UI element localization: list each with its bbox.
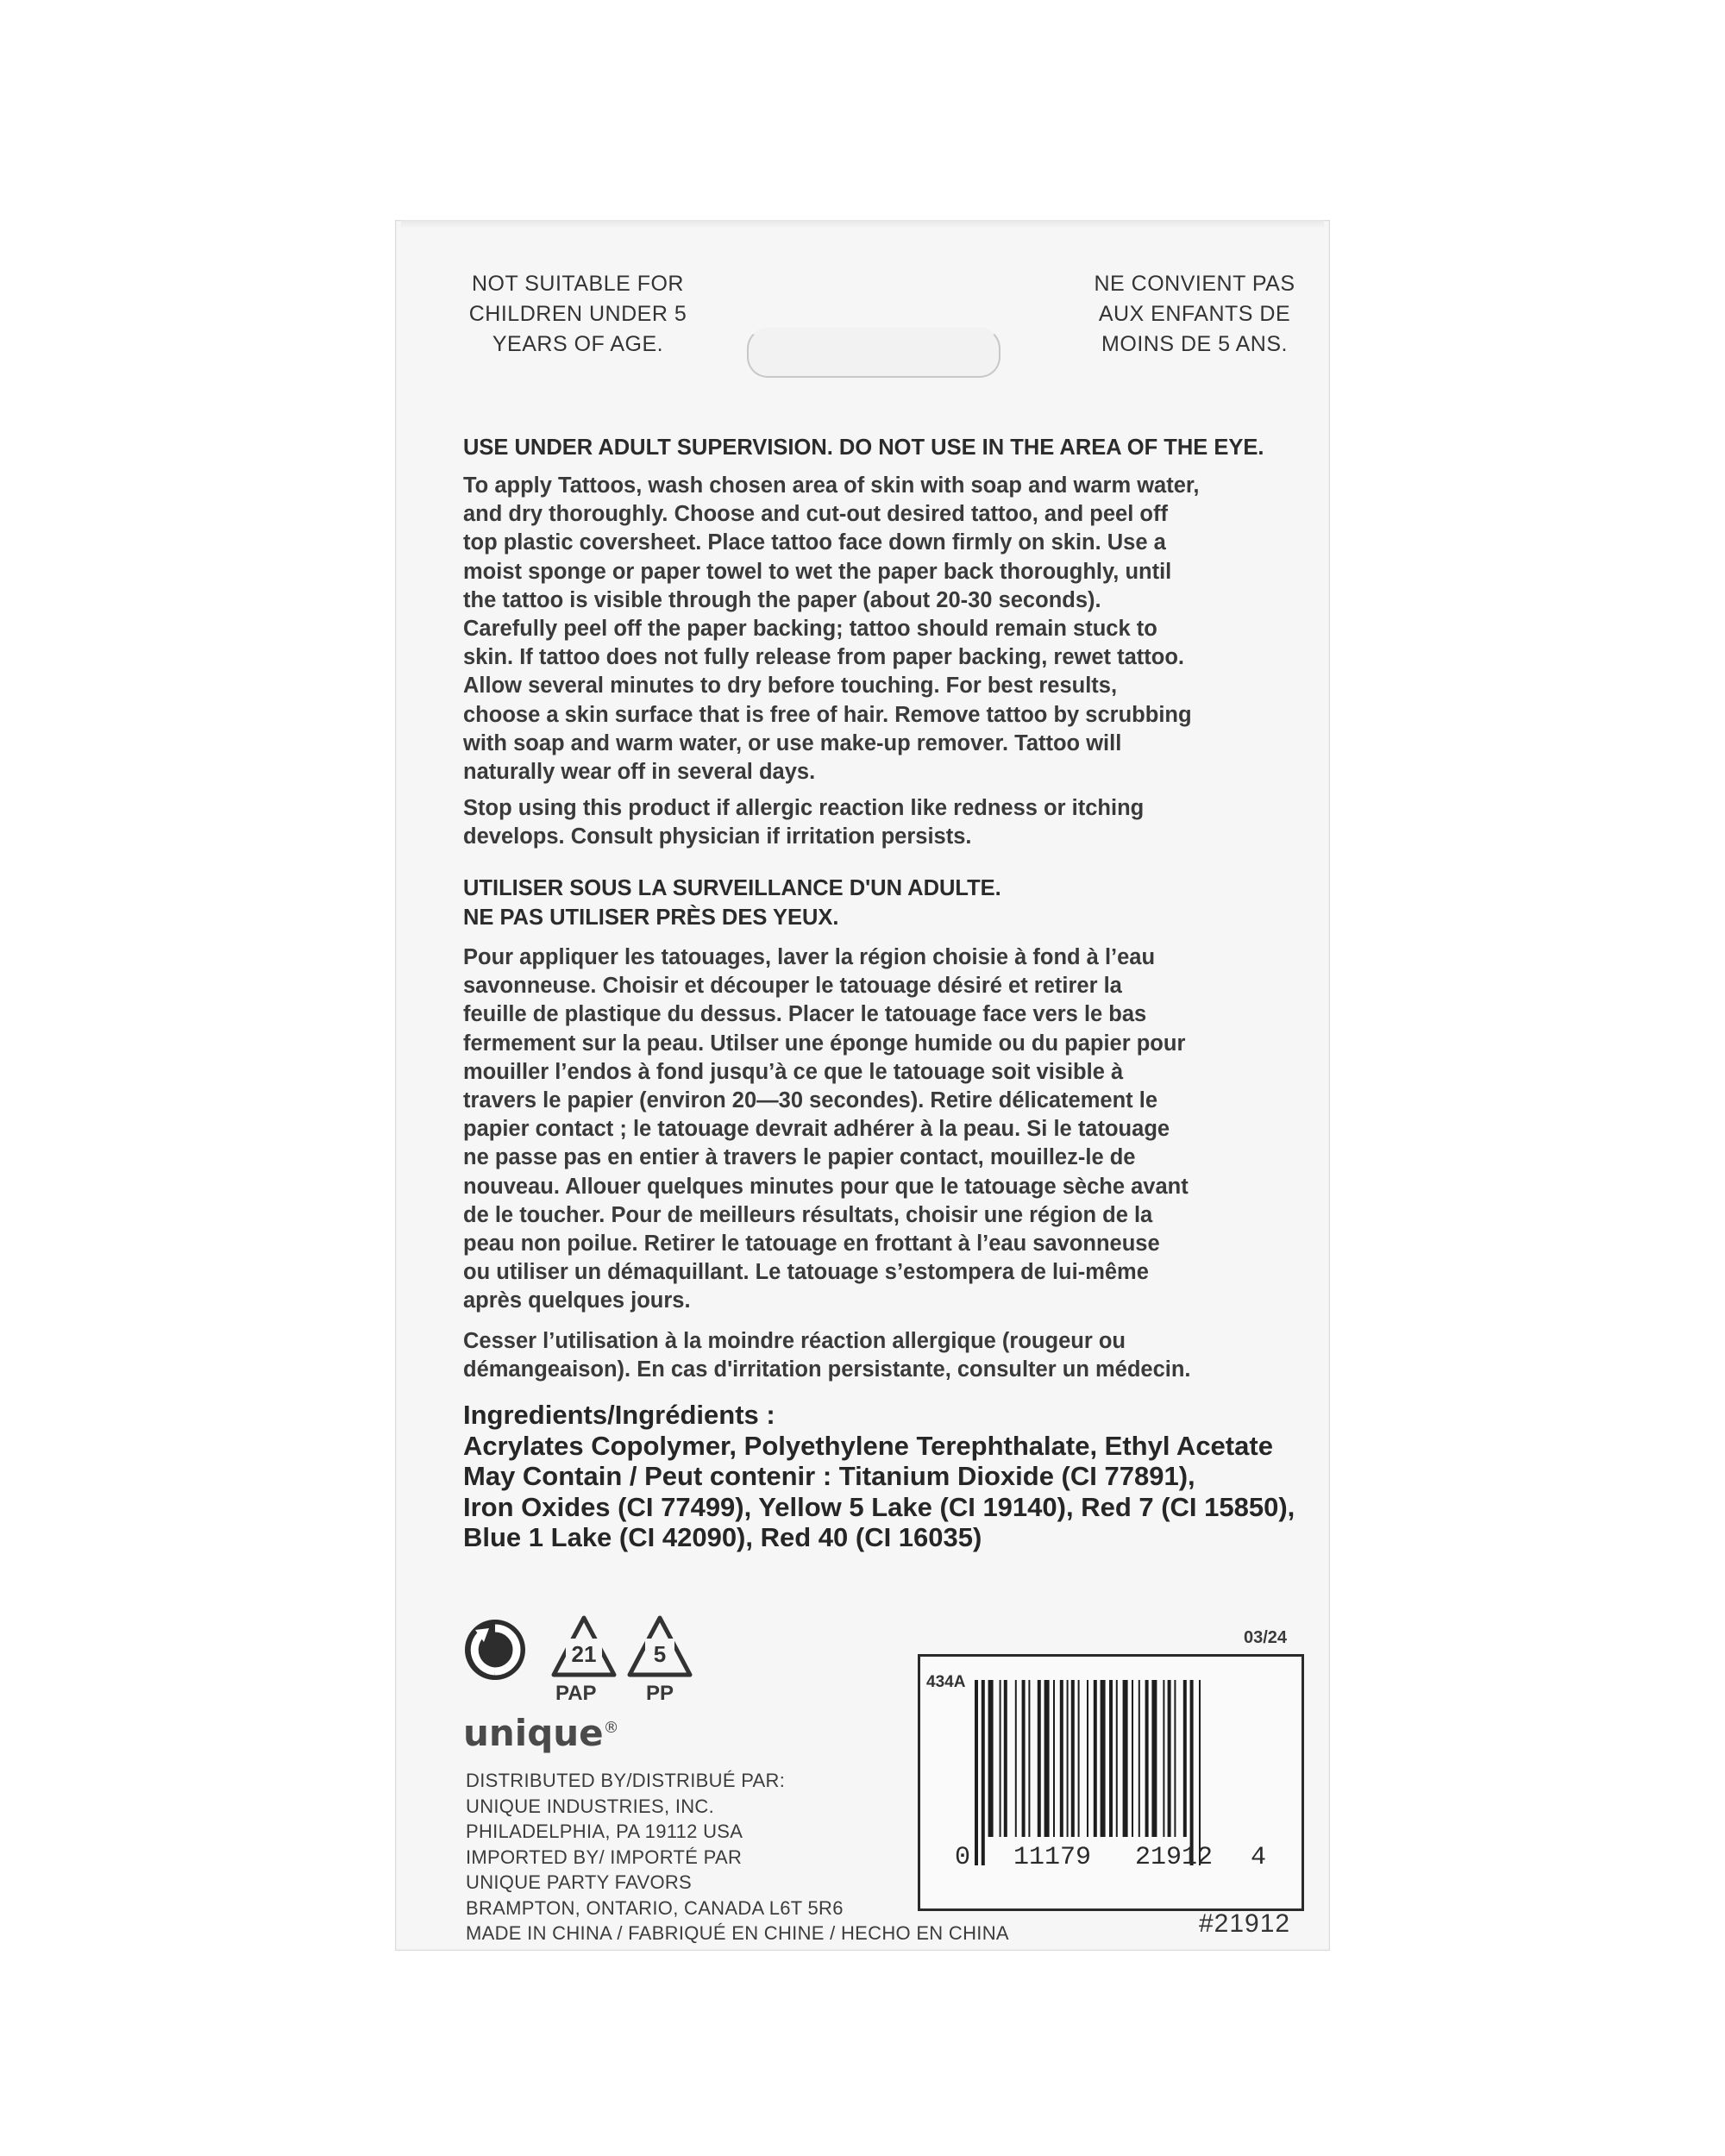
barcode-bar — [1015, 1680, 1017, 1837]
age-warning-line: YEARS OF AGE. — [492, 332, 664, 356]
ingredients-section — [463, 1400, 1326, 1553]
age-warning-line: AUX ENFANTS DE — [1098, 302, 1291, 326]
barcode-bar — [1174, 1680, 1176, 1837]
barcode-bar — [1151, 1680, 1157, 1837]
barcode-bar — [1078, 1680, 1080, 1837]
plastic-recycling-label: PP — [646, 1682, 674, 1705]
barcode-bar — [988, 1680, 994, 1837]
date-code: 03/24 — [1244, 1628, 1288, 1647]
upc-right-group: 21912 — [1135, 1843, 1214, 1872]
distributor-info: DISTRIBUTED BY/DISTRIBUÉ PAR: UNIQUE INDUSTRIES, INC. PHILADELPHIA, PA 19112 USA IMPORTED BY/ IMPORTÉ PAR UNIQUE PARTY FAVORS BRAMPTON, ONTARIO, CANADA L6T 5R6 MADE IN CHINA / FABRIQUÉ EN CHINE / HECHO EN CHINA — [466, 1770, 1009, 1944]
french-instructions: Pour appliquer les tatouages, laver la région choisie à fond à l’eau savonneuse. Choisir et découper le tatouage désiré et retirer la feuille de plastique du dessus. Placer le tatouage face vers le bas fermement sur la peau. Utilser une éponge humide ou du papier pour mouiller l’endos à fond jusqu’à ce que le tatouage soit visible à travers le papier (environ 20—30 secondes). Retire délicatement le papier contact ; le tatouage devrait adhérer à la peau. Si le tatouage ne passe pas en entier à travers le papier contact, mouillez-le de nouveau. Allouer quelques minutes pour que le tatouage sèche avant de le toucher. Pour de meilleurs résultats, choisir une région de la peau non poilue. Retirer le tatouage en frottant à l’eau savonneuse ou utiliser un démaquillant. Le tatouage s’estompera de lui-même après quelques jours. — [463, 945, 1189, 1313]
upc-first-digit: 0 — [955, 1843, 971, 1872]
age-warning-line: NE CONVIENT PAS — [1094, 272, 1295, 296]
paper-recycling-label: PAP — [555, 1682, 597, 1705]
barcode-bar — [1116, 1680, 1118, 1837]
french-heading-line1: UTILISER SOUS LA SURVEILLANCE D'UN ADULTE. — [463, 876, 1001, 900]
barcode-bar — [1199, 1680, 1201, 1865]
barcode-bar — [1087, 1680, 1088, 1837]
barcode-bar — [1109, 1680, 1113, 1837]
upc-left-group: 11179 — [1013, 1843, 1092, 1872]
registered-mark: ® — [603, 1719, 619, 1737]
barcode-bar — [975, 1680, 978, 1865]
barcode-bar — [1060, 1680, 1063, 1837]
barcode-bar — [1138, 1680, 1140, 1837]
french-allergy-note: Cesser l’utilisation à la moindre réaction allergique (rougeur ou démangeaison). En cas d'irritation persistante, consulter un médecin. — [463, 1328, 1191, 1382]
item-number: #21912 — [1199, 1909, 1291, 1938]
french-section — [463, 874, 1317, 1384]
barcode-bar — [1053, 1680, 1055, 1837]
hang-slot — [747, 328, 1000, 378]
barcode-bar — [1004, 1680, 1007, 1837]
age-warning-line: CHILDREN UNDER 5 — [468, 302, 687, 326]
green-dot-icon — [463, 1618, 527, 1682]
barcode-bar — [1132, 1680, 1133, 1837]
age-warning-line: NOT SUITABLE FOR — [471, 272, 684, 296]
barcode-bar — [1190, 1680, 1194, 1865]
barcode-bar — [1094, 1680, 1097, 1837]
plastic-recycling-number: 5 — [653, 1641, 667, 1667]
barcode-bar — [1101, 1680, 1106, 1837]
barcode-bar — [1123, 1680, 1128, 1837]
upc-check-digit: 4 — [1251, 1843, 1267, 1872]
barcode-bar — [982, 1680, 985, 1865]
plastic-recycling-triangle-icon — [624, 1613, 695, 1683]
card-top-edge — [401, 220, 1324, 229]
english-heading: USE UNDER ADULT SUPERVISION. DO NOT USE IN THE AREA OF THE EYE. — [463, 436, 1264, 460]
barcode-bar — [1168, 1680, 1171, 1837]
ingredients-title: Ingredients/Ingrédients : — [463, 1400, 775, 1430]
english-instructions: To apply Tattoos, wash chosen area of skin with soap and warm water, and dry thoroughly. Choose and cut-out desired tattoo, and peel off top plastic coversheet. Place tattoo face down firmly on skin. Use a moist sponge or paper towel to wet the paper back thoroughly, until the tattoo is visible through the paper (about 20-30 seconds). Carefully peel off the paper backing; tattoo should remain stuck to skin. If tattoo does not fully release from paper backing, rewet tattoo. Allow several minutes to dry before touching. For best results, choose a skin surface that is free of hair. Remove tattoo by scrubbing with soap and warm water, or use make-up remover. Tattoo will naturally wear off in several days. — [463, 473, 1200, 785]
french-heading-line2: NE PAS UTILISER PRÈS DES YEUX. — [463, 906, 839, 930]
paper-recycling-number: 21 — [571, 1641, 597, 1667]
barcode-bar — [1163, 1680, 1164, 1837]
brand-logo — [463, 1712, 619, 1754]
barcode-bar — [1183, 1680, 1187, 1837]
english-section — [463, 433, 1317, 852]
barcode-bar — [1000, 1680, 1001, 1837]
barcode-bar — [1071, 1680, 1075, 1837]
age-warning-french — [1070, 269, 1320, 360]
batch-code: 434A — [926, 1673, 966, 1691]
barcode-bar — [1022, 1680, 1026, 1837]
barcode-bar — [1028, 1680, 1030, 1837]
barcode-bar — [1145, 1680, 1149, 1837]
english-allergy-note: Stop using this product if allergic reaction like redness or itching develops. Consult physician if irritation persists. — [463, 796, 1145, 849]
paper-recycling-triangle-icon — [549, 1613, 619, 1683]
barcode-bar — [1067, 1680, 1069, 1837]
barcode-bar — [1044, 1680, 1050, 1837]
ingredients-list: Acrylates Copolymer, Polyethylene Terephthalate, Ethyl Acetate May Contain / Peut contenir : Titanium Dioxide (CI 77891), Iron Oxides (CI 77499), Yellow 5 Lake (CI 19140), Red 7 (CI 15850), Blue 1 Lake (CI 42090), Red 40 (CI 16035) — [463, 1430, 1295, 1552]
age-warning-english — [448, 269, 707, 360]
age-warning-line: MOINS DE 5 ANS. — [1101, 332, 1288, 356]
barcode-bar — [1038, 1680, 1041, 1837]
brand-name: unique — [463, 1712, 604, 1754]
